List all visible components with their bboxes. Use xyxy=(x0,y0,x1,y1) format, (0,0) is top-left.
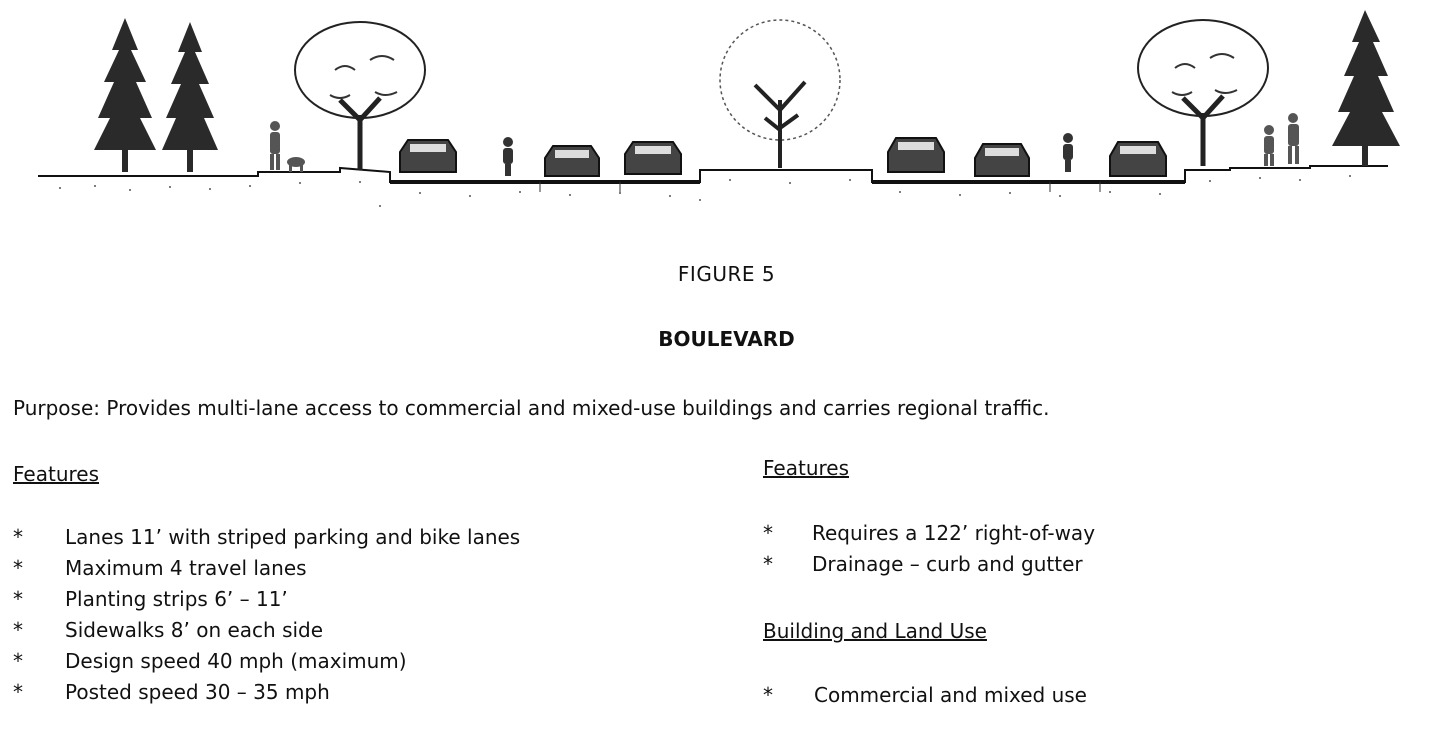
deciduous-tree-icon xyxy=(720,20,840,168)
bicyclist-icon xyxy=(503,137,513,176)
bicyclist-icon xyxy=(1063,133,1073,172)
list-item-text: Commercial and mixed use xyxy=(814,683,1087,707)
bullet-asterisk: * xyxy=(763,683,773,707)
bullet-asterisk: * xyxy=(763,552,773,576)
ground-profile xyxy=(38,166,1388,182)
list-item-text: Design speed 40 mph (maximum) xyxy=(65,649,407,673)
evergreen-tree-icon xyxy=(162,22,218,172)
car-icon xyxy=(1110,142,1166,176)
car-icon xyxy=(400,140,456,172)
evergreen-tree-icon xyxy=(94,18,156,172)
list-item-text: Lanes 11’ with striped parking and bike lanes xyxy=(65,525,521,549)
pedestrian-with-dog-icon xyxy=(270,121,305,172)
list-item-text: Sidewalks 8’ on each side xyxy=(65,618,324,642)
bullet-asterisk: * xyxy=(13,556,23,580)
car-icon xyxy=(975,144,1029,176)
car-icon xyxy=(888,138,944,172)
street-cross-section-illustration xyxy=(0,0,1453,230)
subgrade-dots xyxy=(59,175,1351,207)
bullet-asterisk: * xyxy=(13,587,23,611)
list-item-text: Posted speed 30 – 35 mph xyxy=(65,680,330,704)
list-item-text: Maximum 4 travel lanes xyxy=(65,556,307,580)
bullet-asterisk: * xyxy=(763,521,773,545)
left-features-section xyxy=(13,462,521,704)
list-item-text: Drainage – curb and gutter xyxy=(812,552,1083,576)
bullet-asterisk: * xyxy=(13,649,23,673)
pedestrian-icon xyxy=(1264,125,1274,166)
bullet-asterisk: * xyxy=(13,680,23,704)
features-heading: Features xyxy=(13,462,99,486)
list-item-text: Requires a 122’ right-of-way xyxy=(812,521,1096,545)
car-icon xyxy=(545,146,599,176)
list-item-text: Planting strips 6’ – 11’ xyxy=(65,587,288,611)
figure-label: FIGURE 5 xyxy=(677,262,776,286)
evergreen-tree-icon xyxy=(1332,10,1400,166)
pedestrian-icon xyxy=(1288,113,1299,164)
purpose-statement: Purpose: Provides multi-lane access to commercial and mixed-use buildings and carries regional traffic. xyxy=(13,396,1050,420)
section-title: BOULEVARD xyxy=(658,327,795,351)
building-land-use-heading: Building and Land Use xyxy=(763,619,987,643)
features-heading: Features xyxy=(763,456,849,480)
bullet-asterisk: * xyxy=(13,525,23,549)
bullet-asterisk: * xyxy=(13,618,23,642)
car-icon xyxy=(625,142,681,174)
right-features-section xyxy=(763,456,1096,707)
